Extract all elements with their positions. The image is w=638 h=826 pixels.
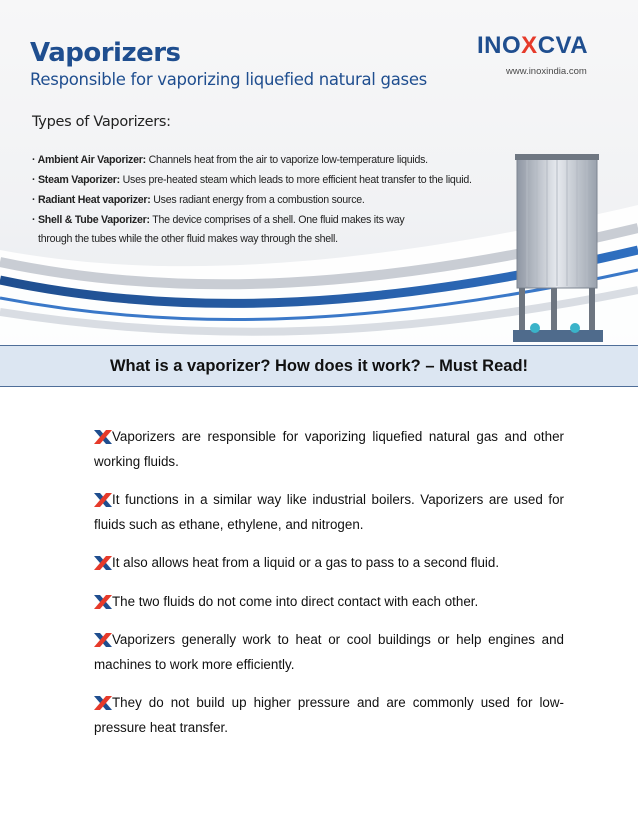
type-item: · Ambient Air Vaporizer: Channels heat from the air to vaporize low-temperature liquids. [32, 154, 428, 166]
banner [0, 0, 638, 345]
article-heading: What is a vaporizer? How does it work? – Must Read! [109, 356, 529, 375]
type-item: · Steam Vaporizer: Uses pre-heated steam which leads to more efficient heat transfer to the liquid. [32, 174, 472, 186]
article-heading-bar [0, 345, 638, 387]
list-item: Vaporizers are responsible for vaporizing liquefied natural gas and other working fluids. [94, 429, 564, 469]
website-url: www.inoxindia.com [506, 66, 587, 77]
banner-title: Vaporizers [30, 38, 181, 68]
list-item: It also allows heat from a liquid or a gas to pass to a second fluid. [94, 551, 564, 576]
type-item: · Radiant Heat vaporizer: Uses radiant energy from a combustion source. [32, 194, 365, 206]
vaporizer-illustration [505, 150, 610, 345]
list-item: They do not build up higher pressure and are commonly used for low-pressure heat transfer. [94, 695, 564, 735]
points-list [94, 425, 564, 754]
inox-x-icon [94, 493, 112, 507]
list-item: Vaporizers generally work to heat or cool buildings or help engines and machines to work more efficiently. [94, 632, 564, 672]
type-item: · Shell & Tube Vaporizer: The device comprises of a shell. One fluid makes its way through the tubes while the other fluid makes way through the shell. [32, 214, 405, 245]
inoxcva-logo: INOXCVA [477, 32, 589, 59]
banner-subtitle: Responsible for vaporizing liquefied natural gases [30, 70, 427, 89]
vaporizer-types-list [32, 150, 532, 248]
inox-x-icon [94, 556, 112, 570]
inox-x-icon [94, 595, 112, 609]
inox-x-icon [94, 633, 112, 647]
list-item: The two fluids do not come into direct contact with each other. [94, 590, 564, 615]
inox-x-icon [94, 696, 112, 710]
types-heading: Types of Vaporizers: [32, 114, 171, 130]
list-item: It functions in a similar way like industrial boilers. Vaporizers are used for fluids such as ethane, ethylene, and nitrogen. [94, 492, 564, 532]
inox-x-icon [94, 430, 112, 444]
